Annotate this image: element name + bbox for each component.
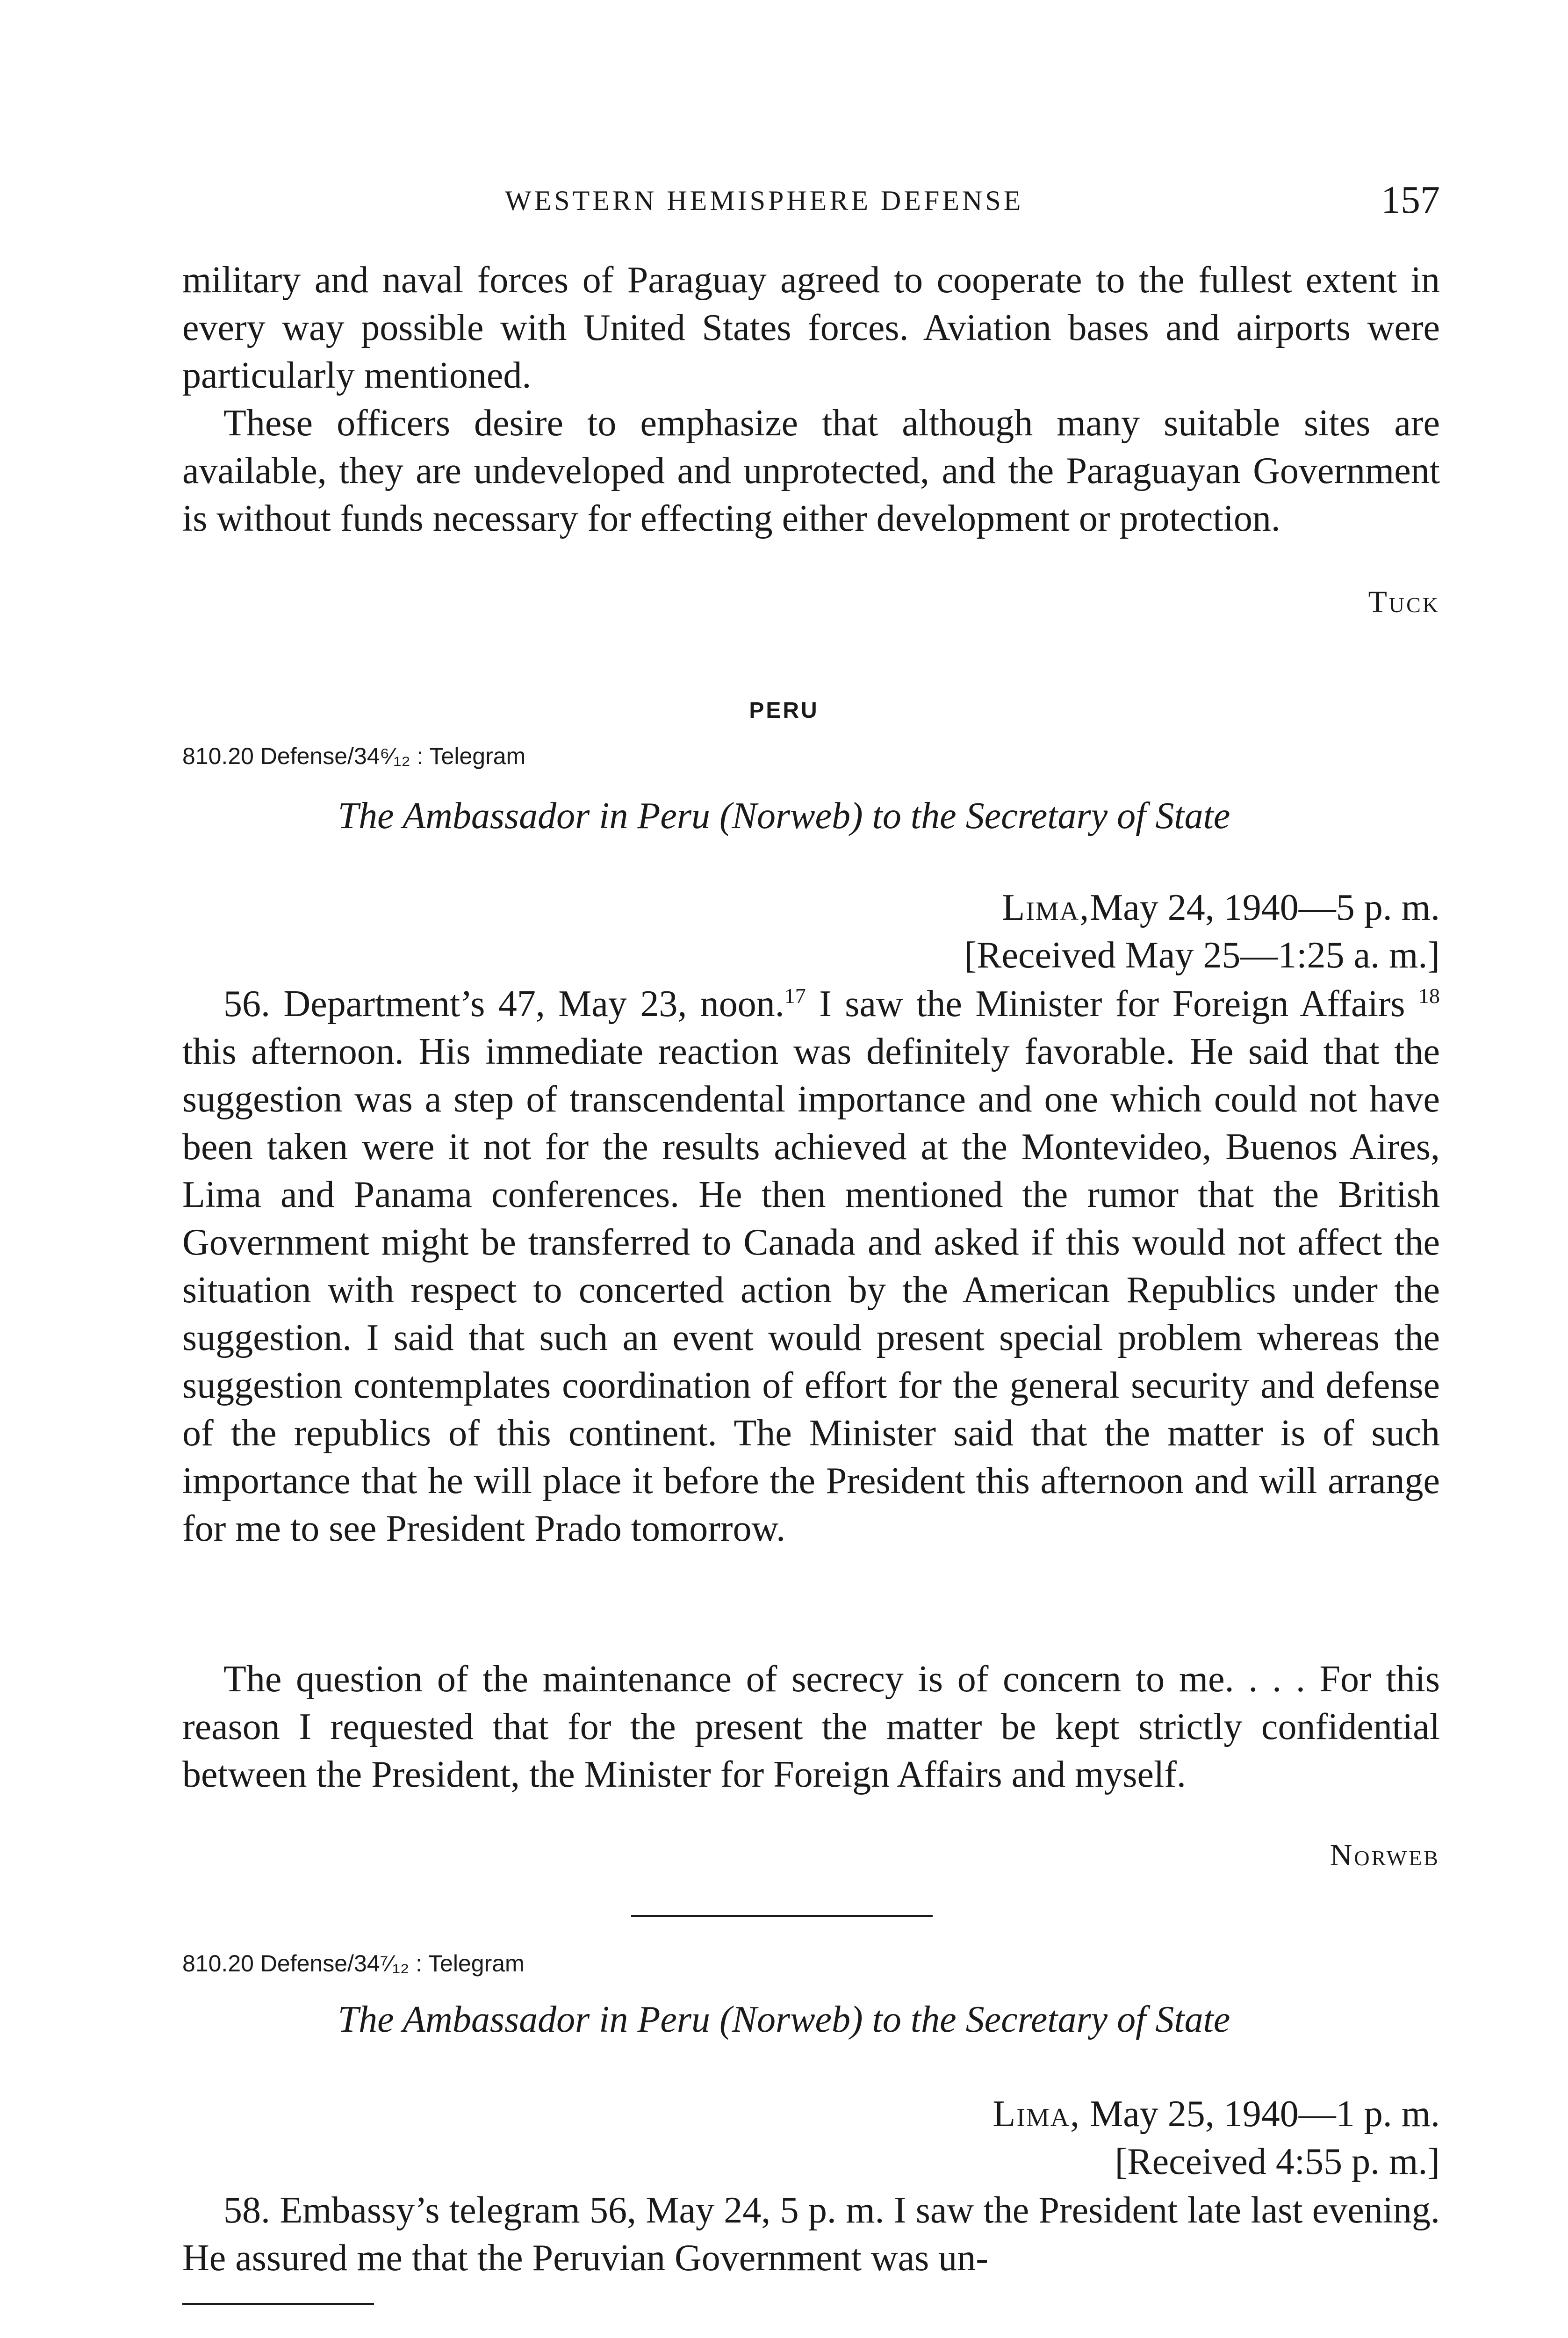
file-reference-2: 810.20 Defense/34⁷⁄₁₂ : Telegram [182,1950,525,1977]
telegram-56-text-b: I saw the Minister for Foreign Affairs [806,983,1419,1025]
document-title-2: The Ambassador in Peru (Norweb) to the Secretary of State [338,1999,1230,2040]
file-reference-1: 810.20 Defense/34⁶⁄₁₂ : Telegram [182,743,526,769]
dateline-date-2: May 25, 1940—1 p. m. [1090,2093,1440,2135]
dateline-place-1: Lima, [1002,887,1090,928]
paraguay-paragraph-1: military and naval forces of Paraguay agreed to cooperate to the fullest extent in every way possible with United States forces. Aviation bases and airports were particularly mentioned. [182,260,1440,396]
received-line-1: [Received May 25—1:25 a. m.] [964,935,1440,976]
dateline-date-1: May 24, 1940—5 p. m. [1090,887,1440,928]
section-heading-peru: PERU [749,698,819,723]
telegram-56-paragraph-1 [182,980,1440,1552]
dateline-1 [964,884,1440,979]
running-head [182,180,1440,222]
telegram-56-paragraph-2: The question of the maintenance of secrecy is of concern to me. . . . For this reason I requested that for the present the matter be kept strictly confidential between the President, the Minister for Foreign Affairs and myself. [182,1659,1440,1795]
footnote-ref-18: 18 [1418,984,1440,1008]
telegram-56-text-a: 56. Department’s 47, May 23, noon. [223,983,784,1025]
footnote-rule [182,2303,374,2305]
dateline-2 [993,2090,1440,2186]
telegram-56-text-c: this afternoon. His immediate reaction was definitely favorable. He said that the suggestion was a step of transcendental importance and one which could not have been taken were it not for the results achieved at the Montevideo, Buenos Aires, Lima and Panama conferences. He then mentioned the rumor that the British Government might be transferred to Canada and asked if this would not affect the situation with respect to concerted action by the American Republics under the suggestion. I said that such an event would present special problem whereas the suggestion contemplates coordination of effort for the general security and defense of the republics of this continent. The Minister said that the matter is of such importance that he will place it before the President this afternoon and will arrange for me to see President Prado tomorrow. [182,1031,1440,1549]
received-line-2: [Received 4:55 p. m.] [1115,2141,1440,2182]
document-title-1: The Ambassador in Peru (Norweb) to the Secretary of State [338,795,1230,837]
telegram-58-paragraph-1: 58. Embassy’s telegram 56, May 24, 5 p. m. I saw the President late last evening. He assured me that the Peruvian Government was un- [182,2190,1440,2279]
footnote-ref-17: 17 [784,984,806,1008]
signature-tuck: Tuck [1368,585,1440,619]
section-divider [631,1915,933,1917]
signature-norweb: Norweb [1330,1838,1440,1872]
paraguay-paragraph-2: These officers desire to emphasize that although many suitable sites are available, they are undeveloped and unprotected, and the Paraguayan Government is without funds necessary for effecting either development or protection. [182,403,1440,539]
dateline-place-2: Lima, [993,2093,1081,2135]
running-title: WESTERN HEMISPHERE DEFENSE [505,185,1024,216]
page-number: 157 [1381,178,1440,222]
